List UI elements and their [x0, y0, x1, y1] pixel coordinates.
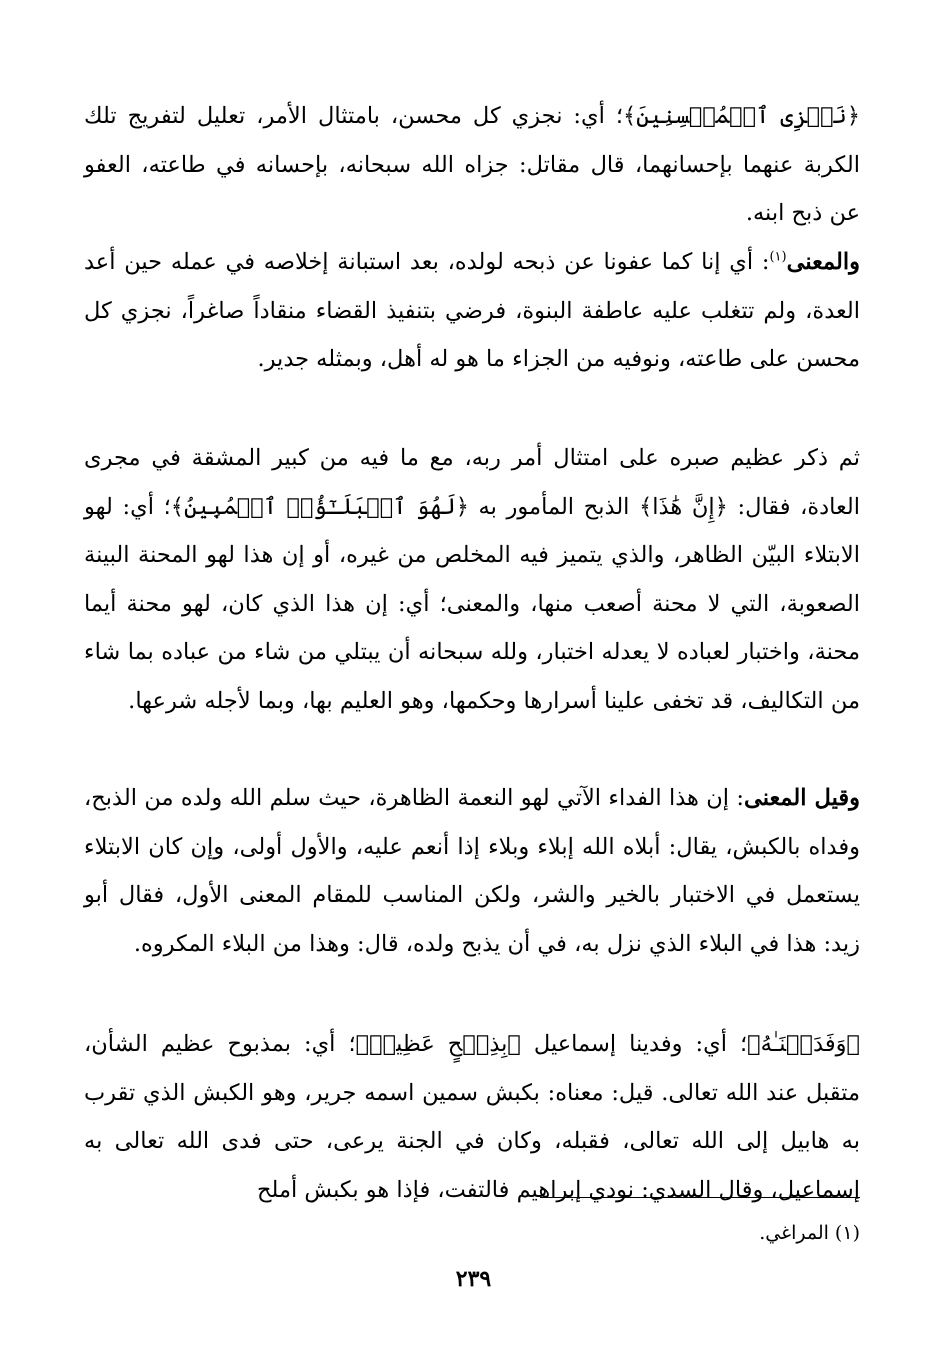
quran-quote: ﴿وَفَدَیۡنَـٰهُ﴾ [747, 1031, 860, 1057]
paragraph-text: ؛ أي: وفدينا إسماعيل [520, 1031, 748, 1057]
paragraph-text: ؛ أي: نجزي كل محسن، بامتثال الأمر، تعليل لتفريج تلك الكربة عنهما بإحسانهما، قال مقاتل: جزاه الله سبحانه، بإحسانه في طاعته، العفو عن ذبح ابنه. [84, 103, 860, 226]
page-number: ٢٣٩ [455, 1266, 492, 1292]
footnote: (١) المراغي. [759, 1222, 860, 1244]
paragraph-text: ثم ذكر عظيم صبره على امتثال أمر ربه، مع ما فيه من كبير المشقة في مجرى العادة، فقال: [84, 445, 860, 520]
footnote-reference: (١) [769, 249, 787, 265]
paragraph-2 [84, 238, 860, 434]
paragraph-4 [84, 774, 860, 1020]
paragraph-3 [84, 434, 860, 774]
paragraph-text: ؛ أي: بمذبوح عظيم الشأن، متقبل عند الله تعالى. قيل: معناه: بكبش سمين اسمه جرير، وهو الكبش الذي تقرب به هابيل إلى الله تعالى، فقبله، وكان في الجنة يرعى، حتى فدى الله تعالى به إسماعيل، وقال السدي: نودي إبراهيم فالتفت، فإذا هو بكبش أملح [84, 1031, 860, 1203]
paragraph-text: الذبح المأمور به [468, 493, 640, 520]
paragraph-text: : إن هذا الفداء الآتي لهو النعمة الظاهرة، حيث سلم الله ولده من الذبح، وفداه بالكبش، يقال: أبلاه الله إبلاء وبلاء إذا أنعم عليه، والأول أولى، وإن كان الابتلاء يستعمل في الاختبار بالخير والشر، ولكن المناسب للمقام المعنى الأول، فقال أبو زيد: هذا في البلاء الذي نزل به، في أن يذبح ولده، قال: وهذا من البلاء المكروه. [84, 785, 860, 957]
footnote-divider [540, 1197, 860, 1198]
paragraph-lead: والمعنى [786, 249, 860, 275]
paragraph-lead: وقيل المعنى [743, 785, 861, 811]
paragraph-text: : أي إنا كما عفونا عن ذبحه لولده، بعد استبانة إخلاصه في عمله حين أعد العدة، ولم تتغلب عليه عاطفة البنوة، فرضي بتنفيذ القضاء منقاداً صاغراً، نجزي كل محسن على طاعته، ونوفيه من الجزاء ما هو له أهل، وبمثله جدير. [84, 249, 860, 372]
quran-quote: ﴿لَهُوَ ٱلۡبَلَـٰٓؤُا۟ ٱلۡمُبِینُ﴾ [170, 493, 469, 520]
paragraph-5 [84, 1020, 860, 1214]
page-body [84, 92, 860, 1214]
paragraph-1 [84, 92, 860, 238]
quran-quote: ﴿نَجۡزِی ٱلۡمُحۡسِنِینَ﴾ [623, 103, 861, 129]
quran-quote: ﴿بِذِبۡحٍ عَظِیمࣲ﴾ [355, 1031, 521, 1057]
paragraph-text: ؛ أي: لهو الابتلاء البيّن الظاهر، والذي يتميز فيه المخلص من غيره، أو إن هذا لهو المحنة البينة الصعوبة، التي لا محنة أصعب منها، والمعنى؛ أي: إن هذا الذي كان، لهو محنة أيما محنة، واختبار لعباده لا يعدله اختبار، ولله سبحانه أن يبتلي من شاء من عباده بما شاء من التكاليف، قد تخفى علينا أسرارها وحكمها، وهو العليم بها، وبما لأجله شرعها. [84, 493, 860, 714]
quran-quote: ﴿إِنَّ هَٰذَا﴾ [639, 493, 728, 520]
